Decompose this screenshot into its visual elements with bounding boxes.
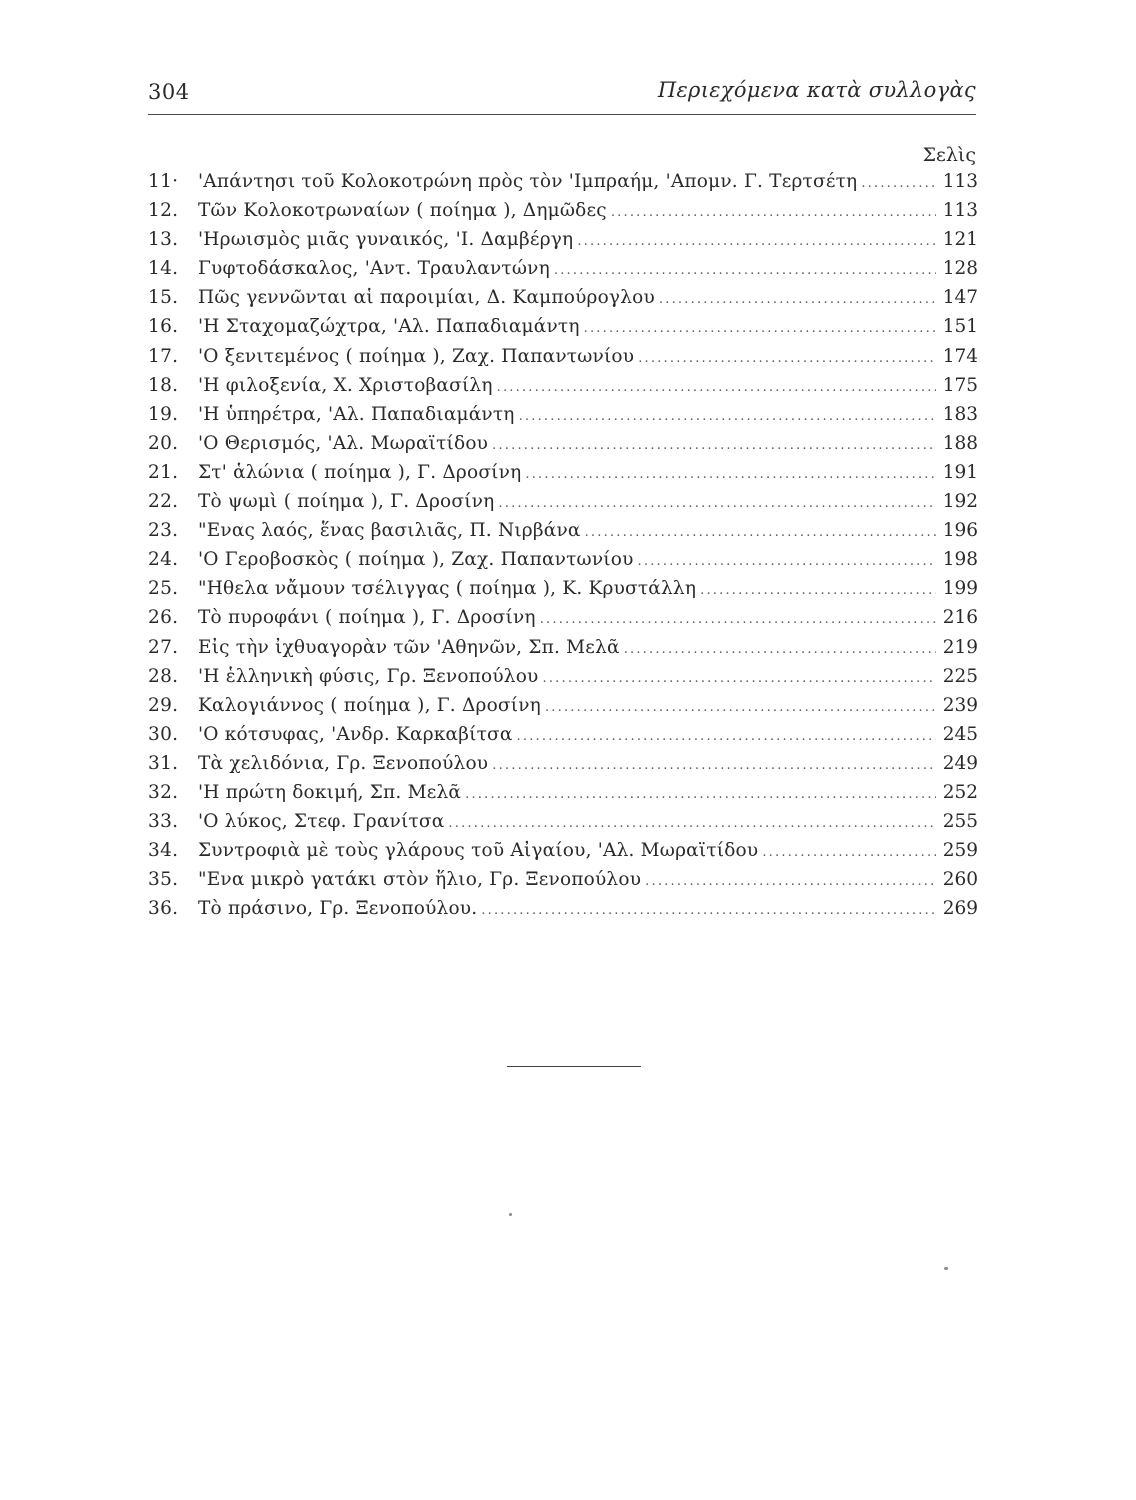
toc-entry [148, 578, 978, 607]
scan-speck [509, 1213, 512, 1216]
toc-entry-title: 'Ηρωισμὸς μιᾶς γυναικός, 'Ι. Δαμβέργη [198, 229, 574, 251]
toc-entry-number: 11· [148, 171, 179, 192]
toc-entry-page: 198 [942, 549, 978, 571]
toc-entry [148, 840, 978, 869]
toc-entry [148, 549, 978, 578]
toc-entry-page: 196 [942, 520, 978, 542]
toc-entry-page: 191 [942, 461, 978, 483]
toc-entry-page: 113 [942, 200, 978, 222]
toc-entry [148, 753, 978, 782]
toc-entry-number: 17. [148, 345, 179, 367]
toc-entry-number: 13. [148, 229, 179, 251]
dot-leader [861, 176, 936, 191]
toc-entry-number: 25. [148, 578, 179, 600]
toc-entry-page: 219 [942, 636, 978, 658]
running-head: Περιεχόμενα κατὰ συλλογὰς [657, 78, 976, 102]
dot-leader [584, 321, 936, 336]
toc-entry-title: 'Η φιλοξενία, Χ. Χριστοβασίλη [198, 374, 493, 396]
toc-entry-number: 29. [148, 694, 179, 716]
toc-entry [148, 375, 978, 404]
dot-leader [700, 583, 936, 598]
toc-entry-number: 12. [148, 200, 179, 222]
toc-entry [148, 607, 978, 636]
toc-entry [148, 171, 978, 200]
toc-entry-title: Τὸ ψωμὶ ( ποίημα ), Γ. Δροσίνη [198, 491, 495, 513]
toc-entry-number: 23. [148, 520, 179, 542]
toc-entry [148, 695, 978, 724]
toc-entry-page: 259 [942, 840, 978, 862]
page-number: 304 [148, 80, 190, 104]
toc-entry [148, 724, 978, 753]
dot-leader [492, 438, 936, 453]
toc-entry-title: Τὸ πράσινο, Γρ. Ξενοπούλου. [198, 898, 478, 920]
toc-entry-page: 269 [942, 898, 978, 920]
toc-entry-number: 20. [148, 432, 179, 454]
dot-leader [762, 845, 936, 860]
toc-entry-page: 128 [942, 258, 978, 280]
toc-entry [148, 811, 978, 840]
dot-leader [540, 612, 936, 627]
toc-entry-title: 'Ο ξενιτεμένος ( ποίημα ), Ζαχ. Παπαντωνίου [198, 345, 635, 367]
toc-entry-number: 18. [148, 374, 179, 396]
toc-entry-page: 216 [942, 607, 978, 629]
dot-leader [543, 671, 936, 686]
toc-entry-title: Τῶν Κολοκοτρωναίων ( ποίημα ), Δημῶδες [198, 200, 607, 222]
toc-entry [148, 666, 978, 695]
dot-leader [554, 263, 936, 278]
toc-entry [148, 229, 978, 258]
table-of-contents [148, 171, 978, 927]
toc-entry-page: 199 [942, 578, 978, 600]
end-rule [507, 1066, 641, 1067]
dot-leader [585, 525, 936, 540]
toc-entry [148, 287, 978, 316]
toc-entry [148, 433, 978, 462]
toc-entry-page: 239 [942, 694, 978, 716]
toc-entry [148, 462, 978, 491]
toc-entry-number: 28. [148, 665, 179, 687]
toc-entry-page: 255 [942, 811, 978, 833]
toc-entry [148, 869, 978, 898]
toc-entry [148, 491, 978, 520]
dot-leader [577, 234, 936, 249]
toc-entry-title: Τὸ πυροφάνι ( ποίημα ), Γ. Δροσίνη [198, 607, 536, 629]
toc-entry-title: 'Η ἑλληνικὴ φύσις, Γρ. Ξενοπούλου [198, 665, 539, 687]
toc-entry-page: 260 [942, 869, 978, 891]
pages-column-heading: Σελὶς [922, 144, 976, 166]
toc-entry-page: 192 [942, 491, 978, 513]
toc-entry-number: 27. [148, 636, 179, 658]
toc-entry-page: 151 [942, 316, 978, 338]
scan-speck [944, 1267, 948, 1270]
dot-leader [645, 874, 936, 889]
toc-entry-title: Εἰς τὴν ἰχθυαγορὰν τῶν 'Αθηνῶν, Σπ. Μελᾶ [198, 636, 620, 658]
toc-entry-title: 'Ο Θερισμός, 'Αλ. Μωραϊτίδου [198, 432, 489, 454]
toc-entry-number: 19. [148, 403, 179, 425]
toc-entry-number: 26. [148, 607, 179, 629]
toc-entry-title: 'Η Σταχομαζώχτρα, 'Αλ. Παπαδιαμάντη [198, 316, 580, 338]
toc-entry [148, 520, 978, 549]
dot-leader [465, 787, 936, 802]
toc-entry-title: Καλογιάννος ( ποίημα ), Γ. Δροσίνη [198, 694, 541, 716]
toc-entry-number: 32. [148, 781, 179, 803]
toc-entry-title: "Ενας λαός, ἕνας βασιλιᾶς, Π. Νιρβάνα [198, 520, 581, 542]
toc-entry-number: 34. [148, 840, 179, 862]
toc-entry-number: 14. [148, 258, 179, 280]
toc-entry-title: "Ενα μικρὸ γατάκι στὸν ἥλιο, Γρ. Ξενοπούλου [198, 869, 642, 891]
toc-entry-number: 24. [148, 549, 179, 571]
toc-entry-title: Στ' ἁλώνια ( ποίημα ), Γ. Δροσίνη [198, 461, 522, 483]
dot-leader [545, 700, 936, 715]
toc-entry-page: 252 [942, 781, 978, 803]
toc-entry-title: 'Απάντησι τοῦ Κολοκοτρώνη πρὸς τὸν 'Ιμπραήμ, 'Απομν. Γ. Τερτσέτη [198, 171, 858, 192]
dot-leader [611, 205, 936, 220]
toc-entry-page: 225 [942, 665, 978, 687]
toc-entry-number: 33. [148, 811, 179, 833]
toc-entry-number: 16. [148, 316, 179, 338]
toc-entry [148, 200, 978, 229]
toc-entry-page: 147 [942, 287, 978, 309]
dot-leader [492, 758, 936, 773]
dot-leader [519, 409, 936, 424]
dot-leader [517, 729, 936, 744]
toc-entry-title: "Ηθελα νἄμουν τσέλιγγας ( ποίημα ), Κ. Κρυστάλλη [198, 578, 697, 600]
toc-entry [148, 316, 978, 345]
toc-entry-number: 31. [148, 752, 179, 774]
dot-leader [481, 903, 936, 918]
header-rule [148, 114, 976, 115]
toc-entry-page: 188 [942, 432, 978, 454]
toc-entry-page: 121 [942, 229, 978, 251]
toc-entry-title: Γυφτοδάσκαλος, 'Αντ. Τραυλαντώνη [198, 258, 550, 280]
toc-entry-page: 113 [942, 171, 978, 192]
toc-entry [148, 258, 978, 287]
dot-leader [638, 351, 936, 366]
toc-entry-title: 'Ο κότσυφας, 'Ανδρ. Καρκαβίτσα [198, 723, 513, 745]
toc-entry [148, 898, 978, 927]
toc-entry-title: 'Η ὑπηρέτρα, 'Αλ. Παπαδιαμάντη [198, 403, 515, 425]
toc-entry-number: 35. [148, 869, 179, 891]
toc-entry-title: 'Η πρώτη δοκιμή, Σπ. Μελᾶ [198, 781, 462, 803]
toc-entry [148, 346, 978, 375]
toc-entry [148, 404, 978, 433]
dot-leader [498, 496, 936, 511]
toc-entry-page: 245 [942, 723, 978, 745]
toc-entry-number: 21. [148, 461, 179, 483]
toc-entry-title: Συντροφιὰ μὲ τοὺς γλάρους τοῦ Αἰγαίου, 'Αλ. Μωραϊτίδου [198, 840, 759, 862]
dot-leader [448, 816, 936, 831]
dot-leader [659, 292, 936, 307]
toc-entry [148, 782, 978, 811]
toc-entry-page: 175 [942, 374, 978, 396]
toc-entry-title: Τὰ χελιδόνια, Γρ. Ξενοπούλου [198, 752, 489, 774]
toc-entry-title: Πῶς γεννῶνται αἱ παροιμίαι, Δ. Καμπούρογλου [198, 287, 655, 309]
toc-entry-number: 36. [148, 898, 179, 920]
toc-entry-number: 22. [148, 491, 179, 513]
toc-entry-page: 249 [942, 752, 978, 774]
toc-entry-page: 183 [942, 403, 978, 425]
toc-entry-title: 'Ο λύκος, Στεφ. Γρανίτσα [198, 811, 445, 833]
toc-entry-title: 'Ο Γεροβοσκὸς ( ποίημα ), Ζαχ. Παπαντωνίου [198, 549, 634, 571]
dot-leader [638, 554, 936, 569]
dot-leader [497, 380, 936, 395]
dot-leader [624, 642, 936, 657]
toc-entry-number: 30. [148, 723, 179, 745]
toc-entry-number: 15. [148, 287, 179, 309]
toc-entry-page: 174 [942, 345, 978, 367]
dot-leader [525, 467, 936, 482]
toc-entry [148, 637, 978, 666]
